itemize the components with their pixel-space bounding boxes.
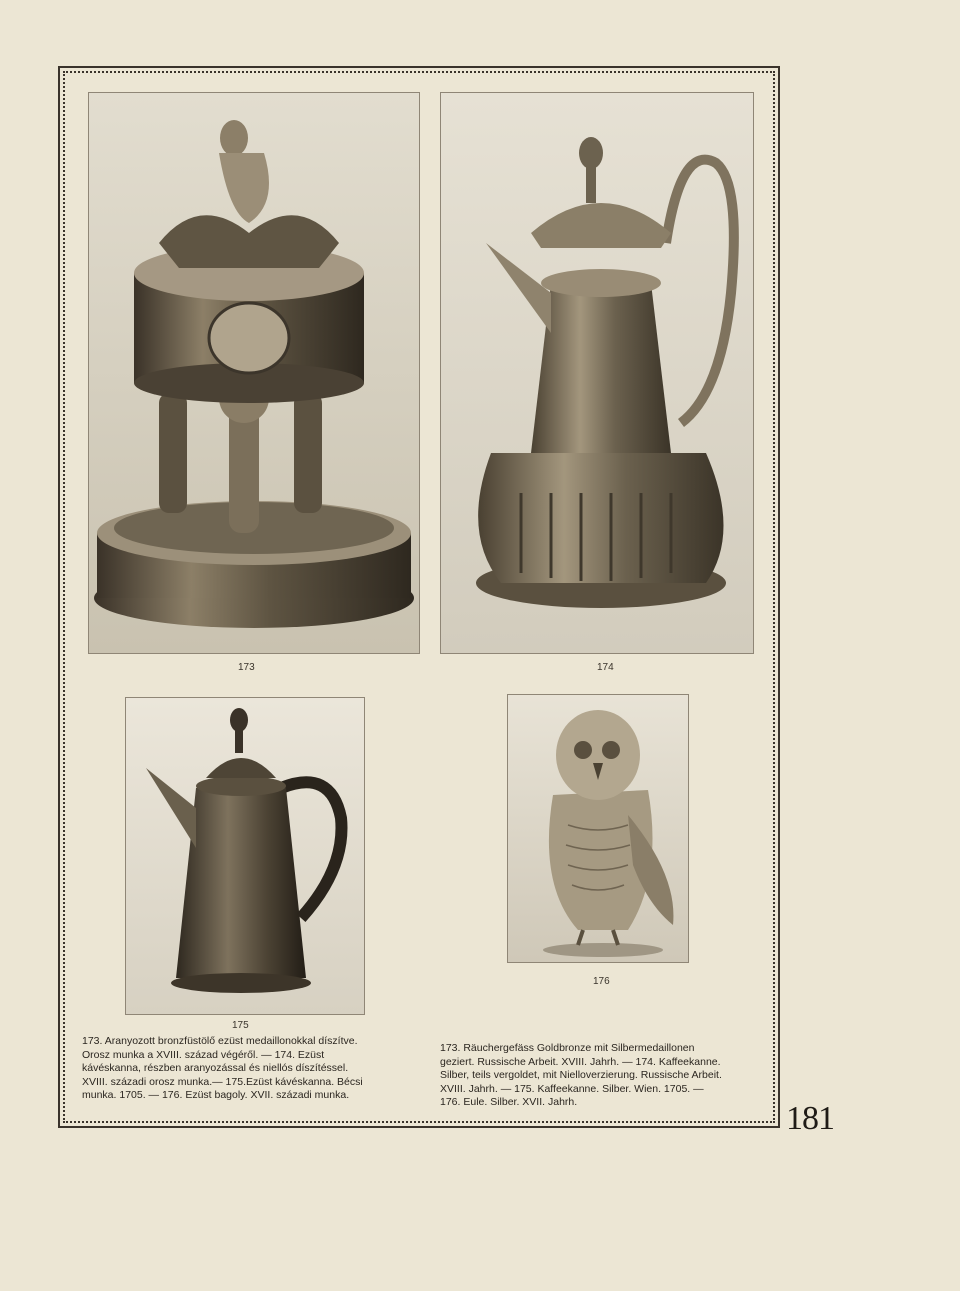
- coffee-pot-illustration: [126, 698, 364, 1014]
- caption-de-line: 173. Räuchergefäss Goldbronze mit Silbermedaillonen: [440, 1042, 695, 1054]
- figure-174-photo: [440, 92, 754, 654]
- figure-176-number: 176: [593, 976, 610, 987]
- figure-173-number: 173: [238, 662, 255, 673]
- caption-de-line: XVIII. Jahrh. — 175. Kaffeekanne. Silber. Wien. 1705. —: [440, 1082, 704, 1095]
- caption-hu-line: munka. 1705. — 176. Ezüst bagoly. XVII. századi munka.: [82, 1089, 350, 1101]
- figure-174-number: 174: [597, 662, 614, 673]
- figure-176-photo: [507, 694, 689, 963]
- caption-hu-line: kávéskanna, részben aranyozással és niellós díszítéssel.: [82, 1062, 349, 1074]
- figure-173-photo: [88, 92, 420, 654]
- page-number: 181: [786, 1100, 834, 1137]
- caption-hungarian: [82, 1035, 412, 1103]
- figure-175-number: 175: [232, 1020, 249, 1031]
- censer-illustration: [89, 93, 419, 653]
- caption-hu-line: XVIII. századi orosz munka.— 175.Ezüst kávéskanna. Bécsi: [82, 1075, 363, 1088]
- caption-de-line: Silber, teils vergoldet, mit Nielloverzierung. Russische Arbeit.: [440, 1069, 722, 1081]
- owl-illustration: [508, 695, 688, 962]
- ewer-illustration: [441, 93, 753, 653]
- caption-german: [440, 1042, 760, 1110]
- caption-de-line: geziert. Russische Arbeit. XVIII. Jahrh. — 174. Kaffeekanne.: [440, 1055, 721, 1068]
- caption-hu-line: Orosz munka a XVIII. század végéről. — 174. Ezüst: [82, 1048, 325, 1061]
- caption-de-line: 176. Eule. Silber. XVII. Jahrh.: [440, 1096, 578, 1108]
- figure-175-photo: [125, 697, 365, 1015]
- caption-hu-line: 173. Aranyozott bronzfüstölő ezüst medaillonokkal díszítve.: [82, 1035, 358, 1047]
